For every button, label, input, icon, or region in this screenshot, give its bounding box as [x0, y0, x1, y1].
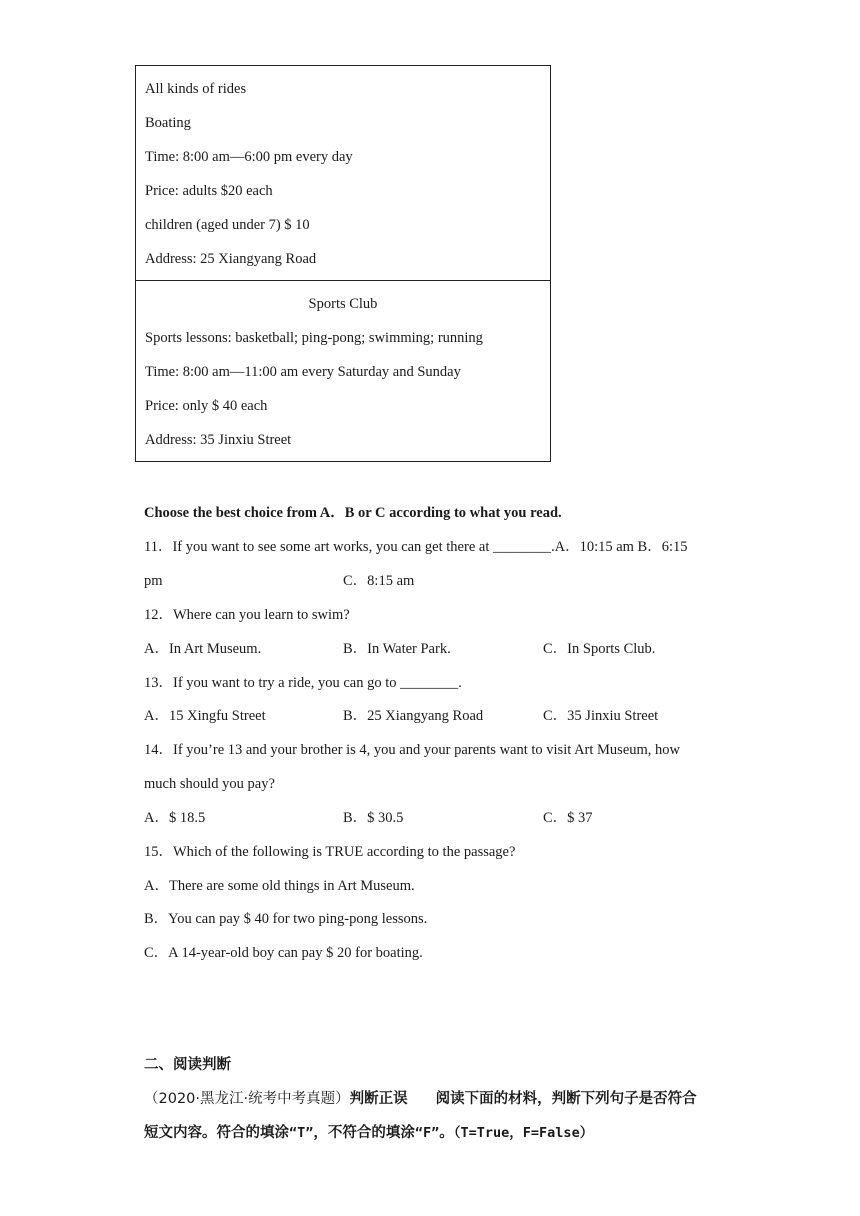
question-13-stem: 13．If you want to try a ride, you can go to ________. [144, 675, 462, 691]
true-false-legend: （T=True，F=False） [453, 1125, 594, 1141]
question-15-stem: 15．Which of the following is TRUE according to the passage? [144, 844, 516, 860]
instructions-heading: Choose the best choice from A．B or C according to what you read. [144, 505, 562, 521]
mark-t: “T” [289, 1125, 314, 1141]
question-12-option-b: B．In Water Park. [343, 641, 451, 657]
question-14-option-a: A．$ 18.5 [144, 810, 206, 826]
mark-f: “F” [414, 1125, 440, 1141]
question-14-option-b: B．$ 30.5 [343, 810, 404, 826]
question-13-option-a: A．15 Xingfu Street [144, 708, 266, 724]
rides-time: Time: 8:00 am—6:00 pm every day [145, 149, 353, 165]
section-2-heading: 二、阅读判断 [144, 1057, 231, 1073]
question-15-option-a: A．There are some old things in Art Museum. [144, 878, 415, 894]
section-2-source: （2020·黑龙江·统考中考真题） [144, 1091, 350, 1107]
rides-title: All kinds of rides [145, 81, 247, 97]
rides-price-adults: Price: adults $20 each [145, 183, 273, 199]
section-2-instruction-part2a: 短文内容。符合的填涂 [144, 1125, 289, 1141]
question-12-option-a: A．In Art Museum. [144, 641, 262, 657]
question-13-option-b: B．25 Xiangyang Road [343, 708, 484, 724]
question-15-option-b: B．You can pay $ 40 for two ping-pong lessons. [144, 911, 428, 927]
rides-address: Address: 25 Xiangyang Road [145, 251, 317, 267]
question-14-stem: 14．If you’re 13 and your brother is 4, you and your parents want to visit Art Museum, how [144, 742, 681, 758]
info-box-rides [135, 65, 551, 281]
info-box-sports-club [135, 280, 551, 462]
question-14-option-c: C．$ 37 [543, 810, 593, 826]
section-2-instruction-line1 [144, 1090, 697, 1108]
section-2-instruction-part2b: ，不符合的填涂 [313, 1125, 415, 1141]
sports-address: Address: 35 Jinxiu Street [145, 432, 292, 448]
boating-line: Boating [145, 115, 191, 131]
question-11-stem-cont: pm [144, 573, 163, 589]
sports-lessons: Sports lessons: basketball; ping-pong; swimming; running [145, 330, 483, 346]
section-2-instruction-part1: 阅读下面的材料，判断下列句子是否符合 [435, 1091, 697, 1107]
question-12-stem: 12．Where can you learn to swim? [144, 607, 350, 623]
question-12-option-c: C．In Sports Club. [543, 641, 656, 657]
sports-time: Time: 8:00 am—11:00 am every Saturday and Sunday [145, 364, 461, 380]
question-13-option-c: C．35 Jinxiu Street [543, 708, 659, 724]
rides-price-children: children (aged under 7) $ 10 [145, 217, 310, 233]
question-14-stem-cont: much should you pay? [144, 776, 275, 792]
section-2-label: 判断正误 [349, 1091, 408, 1107]
section-2-instruction-part2c: 。 [439, 1125, 454, 1141]
question-15-option-c: C．A 14-year-old boy can pay $ 20 for boating. [144, 945, 423, 961]
sports-club-title: Sports Club [308, 296, 378, 312]
question-11-stem: 11．If you want to see some art works, you can get there at ________.A．10:15 am B．6:15 [144, 539, 688, 555]
section-2-instruction-line2 [144, 1124, 593, 1142]
sports-price: Price: only $ 40 each [145, 398, 268, 414]
question-11-option-c: C．8:15 am [343, 573, 415, 589]
